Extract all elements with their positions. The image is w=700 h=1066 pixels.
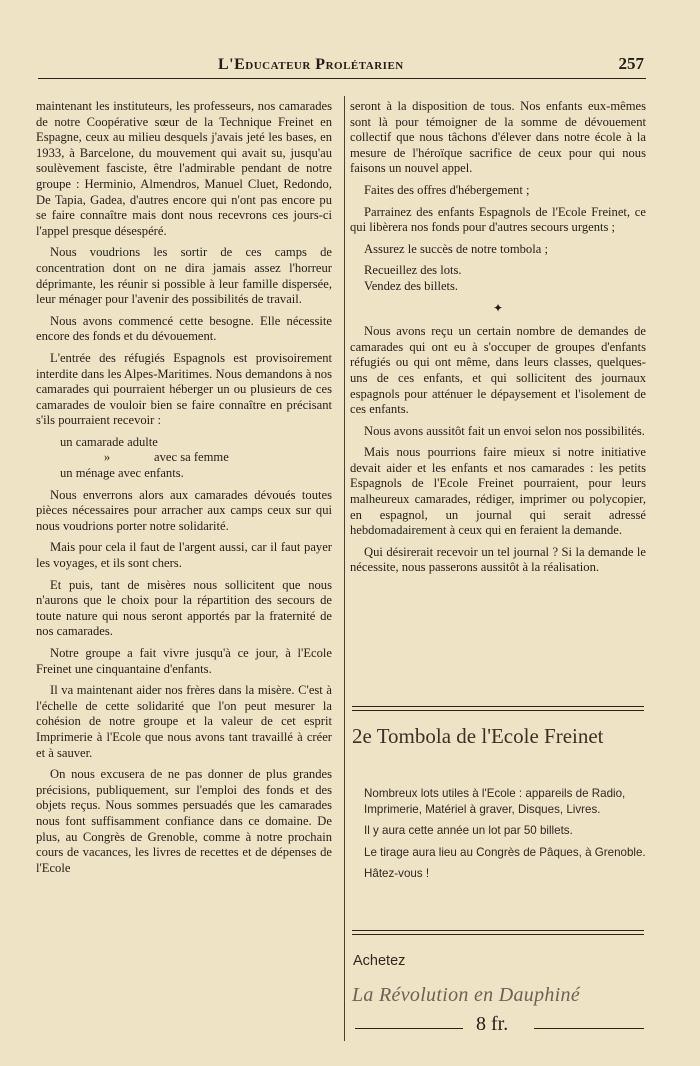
paragraph: Nous avons aussitôt fait un envoi selon nos possibilités. (364, 423, 645, 438)
ditto-mark: » (103, 450, 111, 465)
paragraph: Le tirage aura lieu au Congrès de Pâques, à Grenoble. (364, 845, 646, 859)
tombola-announcement (364, 786, 646, 888)
paragraph: Qui désirerait recevoir un tel journal ? Si la demande le nécessite, nous passerons aussitôt à la réalisation. (350, 544, 646, 575)
paragraph: maintenant les instituteurs, les professeurs, nos camarades de notre Coopérative sœur de la Technique Freinet en Espagne, ceux au milieu desquels j'avais jeté les bases, en 1933, à Barcelone, du mouvement qui avait su, jusqu'au soulèvement fasciste, être l'admirable pendant de notre groupe : Herminio, Almendros, Manuel Cluet, Redondo, De Tapia, Gadea, d'autres encore qui n'ont pas encore pu se faire connaître mais dont nous recevrons ces jours-ci l'appel presque désespéré. (36, 99, 332, 238)
paragraph: Hâtez-vous ! (364, 867, 430, 880)
list-item-text: avec sa femme (154, 450, 229, 465)
paragraph: Il y aura cette année un lot par 50 billets. (364, 824, 573, 837)
appeal-item: Assurez le succès de notre tombola ; (364, 241, 548, 256)
column-divider (344, 96, 345, 1041)
running-header (38, 52, 646, 79)
ad-price: 8 fr. (476, 1013, 509, 1035)
price-rule-right (534, 1028, 644, 1029)
list-item: un camarade adulte (60, 434, 158, 449)
list-item: un ménage avec enfants. (60, 466, 184, 481)
paragraph: Nous avons reçu un certain nombre de demandes de camarades qui ont eu à s'occuper de groupes d'enfants réfugiés ou qui ont même, dans leurs classes, quelques-uns de ces enfants, et qui sollicitent des journaux espagnols pour atténuer le dépaysement et l'isolement de ces enfants. (350, 324, 646, 417)
paragraph: Nous voudrions les sortir de ces camps de concentration dont on ne dira jamais assez l'horreur déprimante, les réunir si possible à leur famille dispersée, leur ménager pour l'avenir des possibilités de travail. (36, 245, 332, 307)
right-column (350, 99, 646, 582)
appeal-item: Parrainez des enfants Espagnols de l'Ecole Freinet, ce qui libèrera nos fonds pour d'autres secours urgents ; (350, 204, 646, 235)
section-separator-icon: ✦ (492, 300, 504, 315)
paragraph: Et puis, tant de misères nous sollicitent que nous n'aurons que le choix pour la répartition des secours de toute nature qui nous seront apportés par la fraternité de nos camarades. (36, 577, 332, 639)
list-item (60, 450, 332, 466)
appeal-item: Vendez des billets. (364, 278, 459, 293)
ad-call-to-action: Achetez (353, 953, 406, 969)
ad-book-title: La Révolution en Dauphiné (352, 984, 581, 1006)
appeal-item: Recueillez des lots. (364, 263, 462, 278)
page-number: 257 (618, 54, 644, 73)
paragraph: L'entrée des réfugiés Espagnols est provisoirement interdite dans les Alpes-Maritimes. Nous demandons à nos camarades qui pourraient héberger un ou plusieurs de ces camarades de vouloir bien se faire connaître en précisant s'ils pourraient recevoir : (36, 350, 332, 428)
price-rule-left (355, 1028, 463, 1029)
tombola-heading: 2e Tombola de l'Ecole Freinet (352, 724, 604, 748)
journal-title: L'Educateur Prolétarien (218, 56, 404, 73)
appeal-item: Faites des offres d'hébergement ; (364, 182, 530, 197)
left-column (36, 99, 332, 882)
paragraph: Il va maintenant aider nos frères dans la misère. C'est à l'échelle de cette solidarité que l'on peut mesurer la cohésion de notre groupe et la valeur de cet esprit Imprimerie à l'Ecole que nous avons tant travaillé à créer et à sauver. (36, 683, 332, 760)
paragraph: Nombreux lots utiles à l'Ecole : appareils de Radio, Imprimerie, Matériel à graver, Disques, Livres. (364, 787, 626, 816)
paragraph: Nous avons commencé cette besogne. Elle nécessite encore des fonds et du dévouement. (36, 313, 332, 344)
paragraph: Notre groupe a fait vivre jusqu'à ce jour, à l'Ecole Freinet une cinquantaine d'enfants. (36, 646, 332, 676)
paragraph: Mais pour cela il faut de l'argent aussi, car il faut payer les voyages, et ils sont chers. (36, 540, 332, 571)
section-rule (352, 930, 644, 935)
hosting-options-list (48, 435, 332, 482)
paragraph: Mais nous pourrions faire mieux si notre initiative devait aider et les enfants et nos camarades : les petits Espagnols de l'Ecole Freinet pourraient, pour leurs malheureux camarades, rédiger, imprimer ou polycopier, en espagnol, un journal qui serait adressé hebdomadairement à ceux qui en feraient la demande. (350, 445, 646, 538)
paragraph: Nous enverrons alors aux camarades dévoués toutes pièces nécessaires pour arracher aux camps ceux sur qui nous voudrions porter notre solidarité. (36, 487, 332, 533)
paragraph: On nous excusera de ne pas donner de plus grandes précisions, publiquement, sur l'emploi des fonds et des objets reçus. Nous sommes persuadés que les camarades nous font suffisamment confiance dans ce domaine. De plus, au Congrès de Grenoble, comme à notre prochain cours de vacances, les livres de recettes et de dépenses de l'Ecole (36, 767, 332, 875)
section-rule (352, 706, 644, 711)
ad-price-row (352, 1013, 646, 1037)
paragraph: seront à la disposition de tous. Nos enfants eux-mêmes sont là pour témoigner de la somme de dévouement collectif que nous tâchons d'élever dans notre école à la mesure de l'héroïque sacrifice de ceux pour qui nous faisons un nouvel appel. (350, 99, 646, 176)
